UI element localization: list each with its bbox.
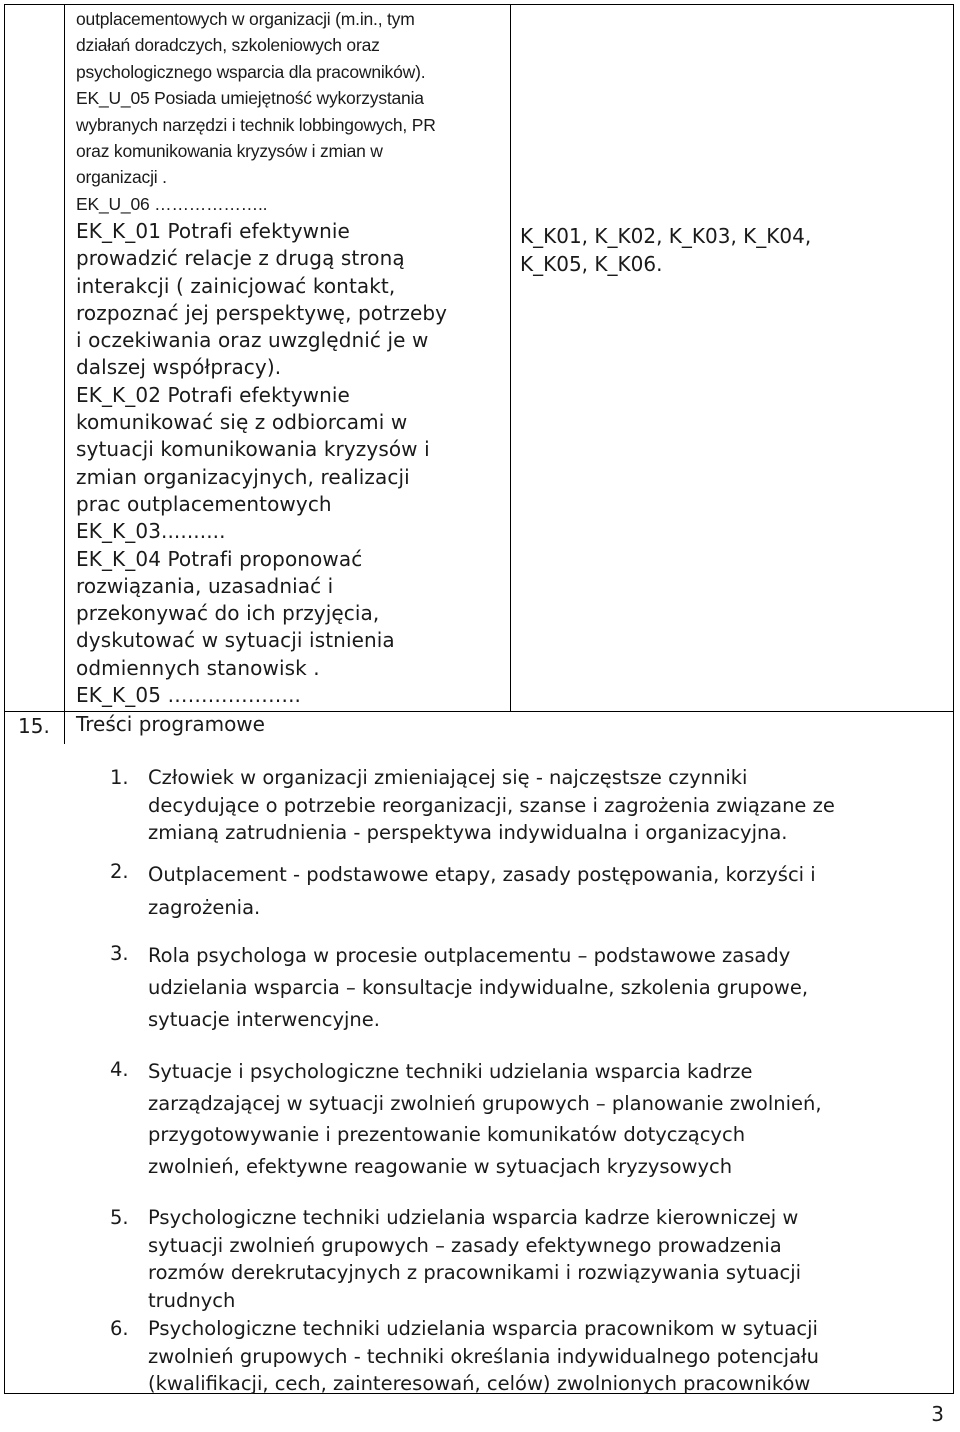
- list-item-number: 5.: [110, 1206, 129, 1229]
- table-divider-middle: [510, 4, 511, 712]
- text-line: dyskutować w sytuacji istnienia: [76, 628, 395, 653]
- text-line: EK_K_04 Potrafi proponować: [76, 546, 363, 571]
- text-line: przekonywać do ich przyjęcia,: [76, 601, 380, 626]
- text-line: działań doradczych, szkoleniowych oraz: [76, 35, 380, 56]
- text-line: rozpoznać jej perspektywę, potrzeby: [76, 300, 448, 325]
- text-line: zmian organizacyjnych, realizacji: [76, 464, 410, 489]
- text-line: komunikować się z odbiorcami w: [76, 410, 408, 435]
- list-item-text: Sytuacje i psychologiczne techniki udzielania wsparcia kadrze zarządzającej w sytuacji zwolnień grupowych – planowanie zwolnień, przygotowywanie i prezentowanie komunikatów dotyczących zwolnień, efektywne reagowanie w sytuacjach kryzysowych: [148, 1060, 822, 1178]
- text-line: interakcji ( zainicjować kontakt,: [76, 273, 396, 298]
- row-number: 15.: [18, 714, 50, 738]
- text-line: psychologicznego wsparcia dla pracowników).: [76, 61, 426, 82]
- text-line: K_K01, K_K02, K_K03, K_K04,: [520, 224, 812, 248]
- text-line: EK_K_03..........: [76, 519, 226, 544]
- text-line: EK_U_06 ………………..: [76, 193, 268, 214]
- text-line: outplacementowych w organizacji (m.in., tym: [76, 9, 415, 29]
- text-line: i oczekiwania oraz uwzględnić je w: [76, 328, 429, 353]
- text-line: EK_K_05 ………………..: [76, 683, 301, 708]
- list-item-number: 6.: [110, 1317, 129, 1340]
- text-line: EK_K_02 Potrafi efektywnie: [76, 382, 350, 407]
- text-line: EK_U_05 Posiada umiejętność wykorzystania: [76, 88, 424, 109]
- text-line: dalszej współpracy).: [76, 355, 282, 380]
- list-item-number: 3.: [110, 942, 129, 965]
- text-line: K_K05, K_K06.: [520, 252, 663, 276]
- text-line: wybranych narzędzi i technik lobbingowych, PR: [76, 114, 436, 135]
- list-item-text: Człowiek w organizacji zmieniającej się - najczęstsze czynniki decydujące o potrzebie reorganizacji, szanse i zagrożenia związane ze zmianą zatrudnienia - perspektywa indywidualna i organizacyjna.: [148, 766, 835, 844]
- directional-outcomes-reference: [520, 222, 811, 278]
- list-item-number: 4.: [110, 1058, 129, 1081]
- list-item-text: Rola psychologa w procesie outplacementu – podstawowe zasady udzielania wsparcia – konsultacje indywidualne, szkolenia grupowe, sytuacje interwencyjne.: [148, 944, 809, 1031]
- list-item-text: Psychologiczne techniki udzielania wsparcia kadrze kierowniczej w sytuacji zwolnień grupowych – zasady efektywnego prowadzenia rozmów derekrutacyjnych z pracownikami i rozwiązywania sytuacji trudnych: [148, 1206, 802, 1312]
- text-line: EK_K_01 Potrafi efektywnie: [76, 219, 350, 243]
- table-divider-left: [64, 4, 65, 744]
- list-item-number: 1.: [110, 766, 129, 789]
- page-number: 3: [931, 1402, 944, 1426]
- text-line: rozwiązania, uzasadniać i: [76, 573, 334, 598]
- text-line: organizacji .: [76, 167, 167, 188]
- text-line: prowadzić relacje z drugą stroną: [76, 246, 405, 271]
- learning-outcomes-competences: [76, 218, 447, 709]
- section-title: Treści programowe: [76, 712, 265, 736]
- learning-outcomes-skills: [76, 6, 436, 217]
- text-line: prac outplacementowych: [76, 491, 332, 516]
- list-item-number: 2.: [110, 860, 129, 883]
- text-line: odmiennych stanowisk .: [76, 655, 320, 680]
- list-item-text: Outplacement - podstawowe etapy, zasady postępowania, korzyści i zagrożenia.: [148, 863, 816, 919]
- text-line: sytuacji komunikowania kryzysów i: [76, 437, 430, 462]
- list-item-text: Psychologiczne techniki udzielania wsparcia pracownikom w sytuacji zwolnień grupowych - techniki określania indywidualnego potencjału (kwalifikacji, cech, zainteresowań, celów) zwolnionych pracowników: [148, 1317, 819, 1395]
- text-line: oraz komunikowania kryzysów i zmian w: [76, 141, 383, 162]
